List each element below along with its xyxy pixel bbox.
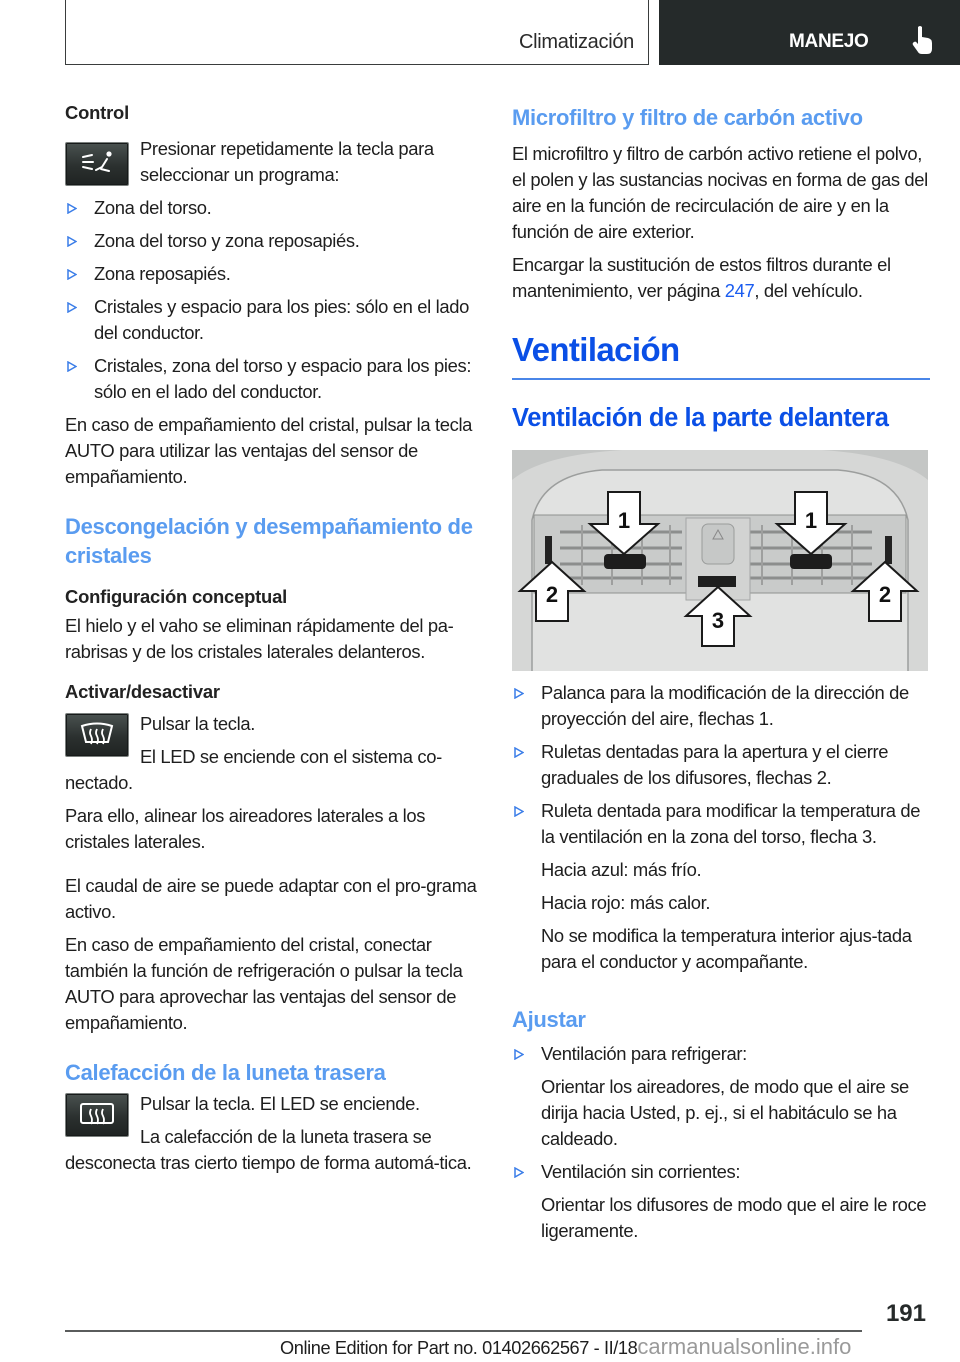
filter-text: El microfiltro y filtro de carbón activo retiene el polvo, el polen y las sustancias nocivas en forma de gas del aire en la función de recirculación de aire y en la función de aire exterior. [512,143,928,242]
concept-text: El hielo y el vaho se eliminan rápidamente del pa-rabrisas y de los cristales laterales delanteros. [65,615,454,662]
hand-pointer-icon [912,25,934,55]
watermark: carmanualsonline.info [637,1334,852,1359]
list-item: Ruletas dentadas para la apertura y el cierre graduales de los difusores, flechas 2. [512,739,930,791]
footer-divider [65,1330,862,1332]
temp-note-text: No se modifica la temperatura interior ajus-tada para el conductor y acompañante. [541,925,912,972]
defrost-led-text: El LED se enciende con el sistema co-nectado. [65,746,442,793]
bullet-triangle-icon [67,302,77,313]
right-column [512,100,930,1244]
list-item: Zona reposapiés. [65,261,485,287]
svg-text:2: 2 [878,582,892,607]
list-item: Zona del torso y zona reposapiés. [65,228,485,254]
control-note: En caso de empañamiento del cristal, pulsar la tecla AUTO para utilizar las ventajas del sensor de empañamiento. [65,414,473,487]
svg-text:1: 1 [804,508,818,533]
rear-window-heating-key-icon [65,1093,129,1137]
windshield-defrost-key-icon [65,713,129,757]
page-number: 191 [885,1300,926,1327]
header-section-box [65,0,649,65]
defrost-heading: Descongelación y desempañamiento de cristales [65,514,473,568]
list-item: Cristales, zona del torso y espacio para los pies: sólo en el lado del conductor. [65,353,485,405]
filter-heading: Microfiltro y filtro de carbón activo [512,105,863,130]
toggle-heading: Activar/desactivar [65,681,220,702]
svg-text:3: 3 [711,608,725,633]
list-item: Zona del torso. [65,195,485,221]
rear-auto-off-text: La calefacción de la luneta trasera se desconecta tras cierto tiempo de forma automá-tica. [65,1126,472,1173]
vent-controls-list [512,680,930,850]
svg-text:1: 1 [617,508,631,533]
svg-text:2: 2 [545,582,559,607]
rear-heating-heading: Calefacción de la luneta trasera [65,1060,386,1085]
program-list [65,195,485,405]
section-title: Climatización [518,31,634,53]
align-text: Para ello, alinear los aireadores laterales a los cristales laterales. [65,805,426,852]
control-key-row [65,140,485,188]
bullet-triangle-icon [514,1167,524,1178]
air-distribution-key-icon [65,142,129,186]
bullet-triangle-icon [514,688,524,699]
defrost-key-block [65,711,485,796]
adjust-list [512,1041,930,1244]
chapter-tab[interactable] [659,0,960,65]
control-heading: Control [65,102,129,123]
bullet-triangle-icon [67,269,77,280]
flow-text: El caudal de aire se puede adaptar con el pro-grama activo. [65,875,477,922]
bullet-triangle-icon [67,236,77,247]
defrost-press-text: Pulsar la tecla. [140,713,256,734]
list-item: Palanca para la modificación de la dirección de proyección del aire, flechas 1. [512,680,930,732]
bullet-triangle-icon [67,361,77,372]
list-item: Ventilación para refrigerar: Orientar los aireadores, de modo que el aire se dirija hacia Usted, p. ej., si el habitáculo se ha caldeado. [512,1041,930,1152]
footer-edition: Online Edition for Part no. 01402662567 - II/18carmanualsonline.info [280,1334,852,1359]
rear-press-text: Pulsar la tecla. El LED se enciende. [140,1093,420,1114]
concept-heading: Configuración conceptual [65,586,288,607]
adjust-detail: Orientar los aireadores, de modo que el aire se dirija hacia Usted, p. ej., si el habitáculo se ha caldeado. [541,1076,909,1149]
temp-red-text: Hacia rojo: más calor. [541,892,711,913]
list-item: Ruleta dentada para modificar la temperatura de la ventilación en la zona del torso, flecha 3. [512,798,930,850]
bullet-triangle-icon [67,203,77,214]
filter-service-text: Encargar la sustitución de estos filtros durante el mantenimiento, ver página 247, del vehículo. [512,254,891,301]
list-item: Cristales y espacio para los pies: sólo en el lado del conductor. [65,294,485,346]
rear-key-block [65,1091,485,1176]
title-divider [512,378,930,380]
bullet-triangle-icon [514,1049,524,1060]
bullet-triangle-icon [514,806,524,817]
vent-figure [512,450,928,671]
adjust-detail: Orientar los difusores de modo que el aire le roce ligeramente. [541,1194,927,1241]
page-link[interactable]: 247 [724,280,755,301]
dashboard-vent-illustration [512,450,928,671]
ventilation-title: Ventilación [512,331,680,368]
control-key-text: Presionar repetidamente la tecla para seleccionar un programa: [140,138,434,185]
adjust-heading: Ajustar [512,1007,586,1032]
fog-text: En caso de empañamiento del cristal, conectar también la función de refrigeración o pulsar la tecla AUTO para aprovechar las ventajas del sensor de empañamiento. [65,934,463,1033]
temp-blue-text: Hacia azul: más frío. [541,859,702,880]
left-column [65,100,485,1176]
chapter-tab-label: MANEJO [789,31,869,52]
list-item: Ventilación sin corrientes: Orientar los difusores de modo que el aire le roce ligeramente. [512,1159,930,1244]
bullet-triangle-icon [514,747,524,758]
front-ventilation-heading: Ventilación de la parte delantera [512,404,889,432]
